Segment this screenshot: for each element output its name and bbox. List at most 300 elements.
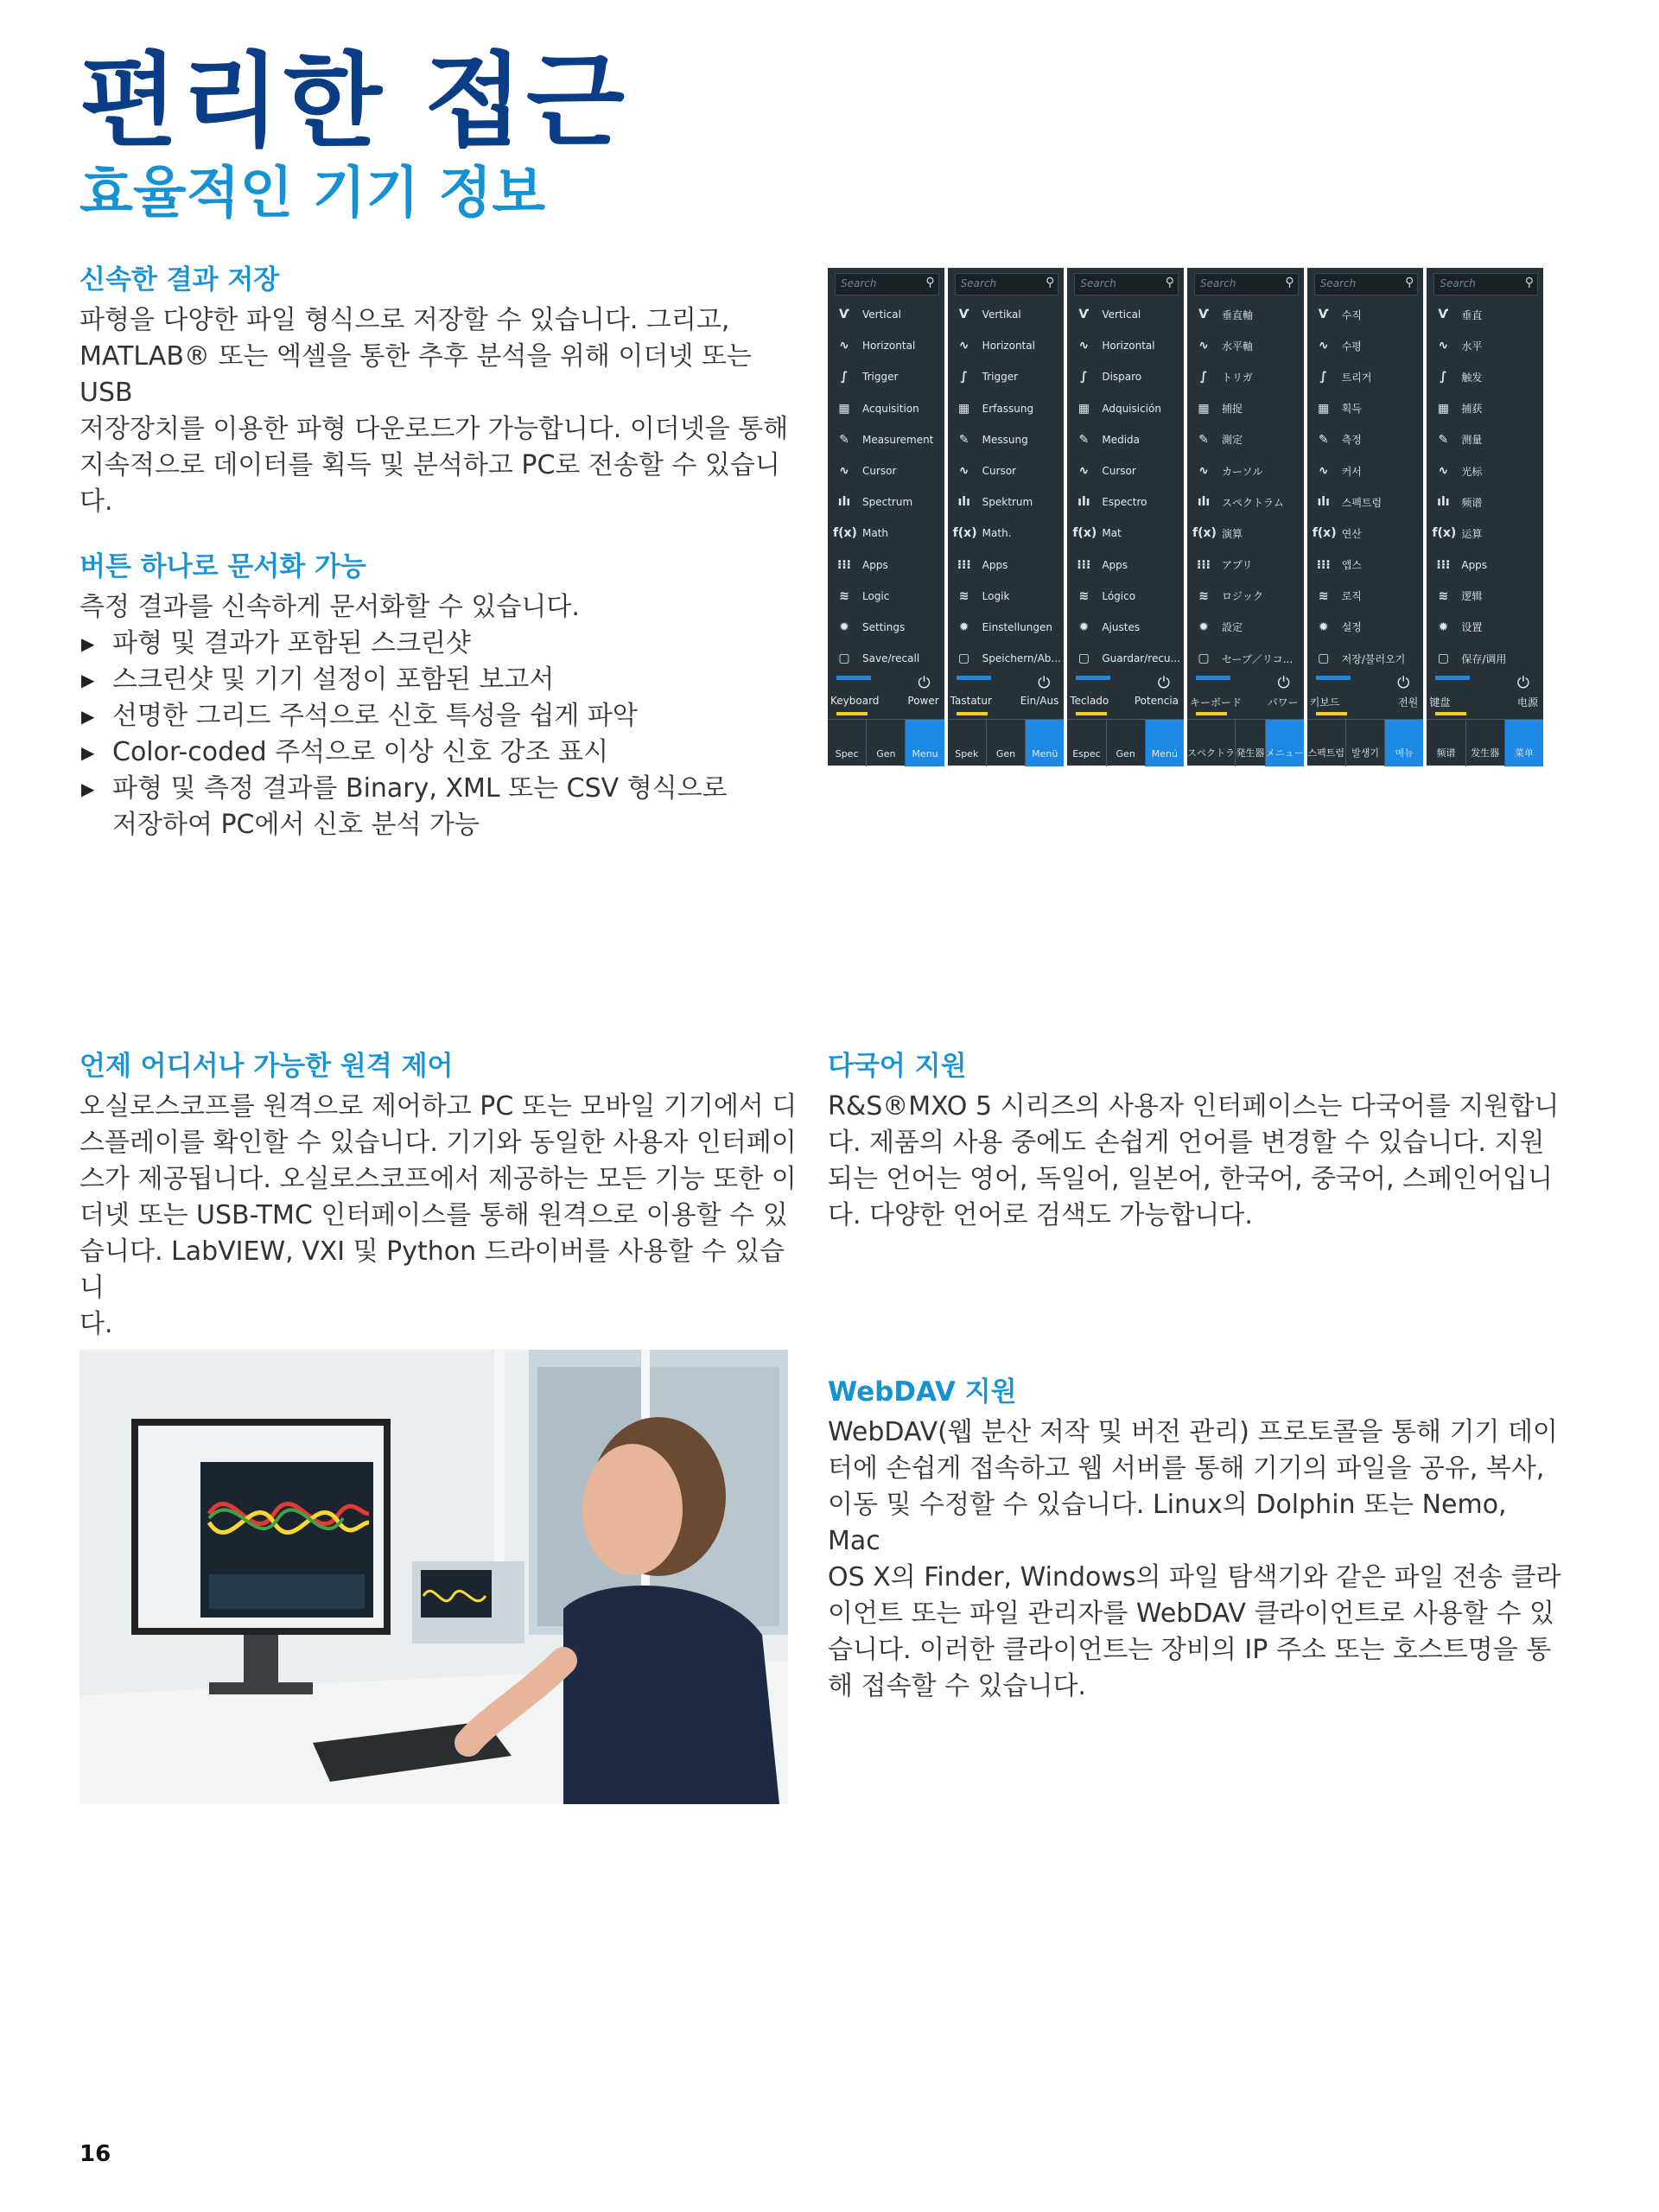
section-line: 저장장치를 이용한 파형 다운로드가 가능합니다. 이더넷을 통해	[79, 414, 789, 445]
menu-item[interactable]	[1187, 393, 1304, 424]
spectrum-button[interactable]: Spek	[948, 720, 987, 766]
menu-item-label: スペクトラム	[1222, 496, 1284, 509]
menu-item-icon: ≋	[1318, 588, 1329, 603]
menu-item[interactable]	[948, 330, 1065, 361]
section-line: 해 접속할 수 있습니다.	[828, 1671, 1086, 1702]
menu-item[interactable]	[1187, 612, 1304, 643]
menu-item-label: 로직	[1341, 590, 1362, 603]
menu-search-input[interactable]	[1433, 273, 1538, 296]
menu-panel	[1427, 268, 1543, 766]
menu-item-label: Medida	[1102, 433, 1141, 446]
menu-item-label: 설정	[1341, 621, 1362, 634]
section-line: 이언트 또는 파일 관리자를 WebDAV 클라이언트로 사용할 수 있	[828, 1599, 1554, 1630]
menu-item-icon: ∫	[1080, 370, 1088, 385]
menu-item-label: Apps	[982, 558, 1008, 571]
menu-item[interactable]	[1307, 486, 1424, 518]
menu-item[interactable]	[1427, 612, 1543, 643]
menu-item[interactable]	[948, 581, 1065, 612]
menu-search-placeholder: Search	[1440, 277, 1476, 289]
menu-item[interactable]	[1187, 299, 1304, 330]
menu-item-label: 수평	[1341, 340, 1362, 353]
menu-item[interactable]	[828, 486, 944, 518]
section-save	[79, 262, 805, 520]
generator-button[interactable]: Gen	[867, 720, 906, 766]
menu-item-icon: Ѵ	[958, 308, 969, 322]
section-line: R&S®MXO 5 시리즈의 사용자 인터페이스는 다국어를 지원합니	[828, 1091, 1560, 1122]
power-button[interactable]: パワー	[1267, 696, 1299, 709]
menu-item-label: 設定	[1222, 621, 1243, 634]
menu-item-icon: f(x)	[1192, 526, 1217, 541]
generator-button[interactable]: Gen	[987, 720, 1026, 766]
section-line: 스플레이를 확인할 수 있습니다. 기기와 동일한 사용자 인터페이	[79, 1128, 797, 1159]
section-line: 다.	[79, 1309, 113, 1340]
menu-item-icon: ⁝⁝⁝	[1077, 557, 1091, 572]
section-heading: 버튼 하나로 문서화 가능	[79, 551, 366, 582]
menu-item-label: Speichern/Ab...	[982, 652, 1061, 665]
menu-item-icon: ✎	[958, 432, 969, 447]
section-line: 파형을 다양한 파일 형식으로 저장할 수 있습니다. 그리고,	[79, 305, 730, 336]
menu-item[interactable]	[1307, 299, 1424, 330]
power-icon[interactable]: ⏻	[1038, 674, 1051, 692]
menu-item-icon: ∿	[958, 339, 969, 353]
menu-item-icon: ∿	[1198, 339, 1209, 353]
menu-item[interactable]	[1187, 424, 1304, 455]
menu-item-label: Adquisición	[1102, 402, 1161, 415]
menu-item-icon: ∫	[1440, 370, 1447, 385]
menu-item[interactable]	[948, 299, 1065, 330]
menu-item-icon: ≋	[1438, 588, 1449, 603]
menu-item-label: 捕捉	[1222, 403, 1243, 416]
menu-item-label: Erfassung	[982, 402, 1034, 415]
keyboard-button[interactable]: 键盘	[1429, 696, 1451, 709]
search-icon: ⚲	[1405, 276, 1414, 289]
section-line: WebDAV(웹 분산 저작 및 버전 관리) 프로토콜을 통해 기기 데이	[828, 1417, 1558, 1448]
menu-item-icon: ılı	[1437, 495, 1450, 510]
menu-item-label: Horizontal	[1102, 340, 1155, 353]
menu-item-icon: ∿	[958, 464, 969, 479]
menu-item[interactable]	[1067, 361, 1184, 392]
menu-panel	[1307, 268, 1424, 766]
section-heading: WebDAV 지원	[828, 1376, 1017, 1408]
menu-item-label: Trigger	[862, 371, 899, 384]
menu-item[interactable]	[1067, 393, 1184, 424]
menu-item[interactable]	[948, 643, 1065, 674]
menu-item-label: Measurement	[862, 433, 934, 446]
menu-item-label: 저장/불러오기	[1341, 652, 1406, 665]
menu-item[interactable]	[1307, 330, 1424, 361]
menu-item[interactable]	[1187, 550, 1304, 581]
menu-bottom-bar	[1067, 719, 1184, 766]
menu-item[interactable]	[1187, 486, 1304, 518]
menu-item-label: 光标	[1461, 465, 1483, 478]
section-line: 다. 제품의 사용 중에도 손쉽게 언어를 변경할 수 있습니다. 지원	[828, 1128, 1545, 1159]
menu-item-icon: ≋	[958, 588, 969, 603]
menu-item-label: 연산	[1341, 527, 1362, 540]
language-menu-panels	[828, 268, 1543, 766]
menu-item-label: アプリ	[1222, 559, 1253, 572]
menu-item[interactable]	[948, 424, 1065, 455]
active-indicator-bar	[1435, 712, 1466, 715]
menu-item-icon: ∿	[1198, 464, 1209, 479]
menu-item-icon: ▦	[1198, 401, 1210, 416]
menu-item[interactable]	[1427, 455, 1543, 486]
section-line: 되는 언어는 영어, 독일어, 일본어, 한국어, 중국어, 스페인어입니	[828, 1164, 1553, 1195]
menu-item-icon: Ѵ	[1198, 308, 1209, 322]
menu-item-icon: ∿	[1318, 464, 1329, 479]
keyboard-indicator-bar	[836, 676, 871, 680]
menu-item[interactable]	[828, 612, 944, 643]
keyboard-indicator-bar	[1076, 676, 1110, 680]
menu-item[interactable]	[1427, 643, 1543, 674]
menu-item-label: 水平軸	[1222, 340, 1254, 353]
menu-item-label: セーブ／リコ...	[1222, 652, 1294, 665]
generator-button[interactable]: 发生器	[1466, 720, 1505, 766]
menu-item[interactable]	[828, 550, 944, 581]
search-icon: ⚲	[1524, 276, 1535, 289]
menu-item[interactable]	[1307, 424, 1424, 455]
power-button[interactable]: 电源	[1517, 696, 1539, 709]
menu-item-label: Cursor	[1102, 465, 1136, 478]
menu-item[interactable]	[828, 361, 944, 392]
menu-item-label: Apps	[862, 558, 888, 571]
section-multilanguage	[828, 1048, 1562, 1234]
menu-item-icon: ∿	[1078, 464, 1090, 479]
menu-item[interactable]	[1067, 550, 1184, 581]
menu-search-placeholder: Search	[1319, 277, 1357, 289]
menu-item-icon: ılı	[957, 495, 970, 510]
menu-item-icon: ▦	[958, 401, 970, 416]
menu-item[interactable]	[1067, 581, 1184, 612]
menu-item-label: 측정	[1341, 434, 1362, 447]
menu-item[interactable]	[1307, 455, 1424, 486]
bullet-item: ▶ 파형 및 결과가 포함된 스크린샷	[79, 626, 805, 662]
menu-item-label: Espectro	[1102, 496, 1147, 509]
menu-item-label: Logik	[982, 589, 1010, 602]
menu-item-label: Apps	[1102, 558, 1128, 571]
section-heading: 신속한 결과 저장	[79, 264, 280, 296]
menu-item[interactable]	[1187, 455, 1304, 486]
menu-item[interactable]	[828, 393, 944, 424]
menu-item-icon: f(x)	[1432, 526, 1457, 541]
menu-item-label: 커서	[1341, 465, 1362, 478]
menu-item[interactable]	[1067, 518, 1184, 549]
menu-item[interactable]	[828, 518, 944, 549]
section-documentation	[79, 549, 805, 843]
page-number: 16	[79, 2141, 111, 2167]
menu-item-icon: ✎	[1438, 432, 1449, 447]
menu-item-icon: Ѵ	[1438, 308, 1449, 322]
menu-item-icon: ≋	[1078, 588, 1090, 603]
menu-item[interactable]	[1067, 486, 1184, 518]
spectrum-button[interactable]: 频谱	[1427, 720, 1465, 766]
menu-item-icon: Ѵ	[1078, 308, 1090, 322]
menu-item-label: 測定	[1222, 434, 1243, 447]
menu-item[interactable]	[948, 455, 1065, 486]
generator-button[interactable]: 발생기	[1346, 720, 1385, 766]
menu-search-input[interactable]	[1194, 273, 1299, 296]
menu-bottom-bar	[828, 719, 944, 766]
menu-item-label: Horizontal	[982, 340, 1035, 353]
menu-item[interactable]	[828, 424, 944, 455]
menu-panel	[1067, 268, 1184, 766]
menu-item-label: 频谱	[1461, 496, 1483, 509]
section-line: 스가 제공됩니다. 오실로스코프에서 제공하는 모든 기능 또한 이	[79, 1164, 797, 1195]
menu-search-placeholder: Search	[960, 277, 997, 289]
menu-item-icon: ▢	[838, 652, 850, 666]
menu-item[interactable]	[1067, 612, 1184, 643]
section-line: 이동 및 수정할 수 있습니다. Linux의 Dolphin 또는 Nemo, Mac	[828, 1490, 1507, 1557]
menu-item-label: Save/recall	[862, 652, 920, 665]
menu-item[interactable]	[828, 455, 944, 486]
menu-item-icon: ∿	[839, 464, 849, 479]
menu-item-label: Acquisition	[862, 402, 919, 415]
menu-item-icon: ▦	[838, 401, 850, 416]
menu-item-label: Math	[862, 527, 889, 540]
keyboard-button[interactable]: Keyboard	[830, 695, 880, 707]
menu-button[interactable]: 메뉴	[1385, 720, 1423, 766]
menu-search-input[interactable]	[955, 273, 1059, 296]
menu-item-icon: ✹	[1078, 620, 1090, 634]
section-line: 지속적으로 데이터를 획득 및 분석하고 PC로 전송할 수 있습니	[79, 450, 780, 481]
section-intro: 측정 결과를 신속하게 문서화할 수 있습니다.	[79, 592, 580, 623]
menu-item-icon: ılı	[1317, 495, 1330, 510]
menu-item-icon: ✹	[1318, 620, 1329, 634]
menu-item-icon: ▦	[1318, 401, 1330, 416]
menu-item[interactable]	[1067, 455, 1184, 486]
keyboard-button[interactable]: 키보드	[1309, 696, 1340, 709]
menu-item-icon: ✎	[1198, 432, 1209, 447]
spectrum-button[interactable]: Spec	[828, 720, 867, 766]
bullet-item: ▶ 파형 및 측정 결과를 Binary, XML 또는 CSV 형식으로	[79, 771, 805, 807]
power-button[interactable]: Potencia	[1134, 695, 1179, 707]
menu-item-label: Vertical	[862, 308, 901, 321]
menu-item-label: 획득	[1341, 403, 1362, 416]
menu-item[interactable]	[1427, 424, 1543, 455]
menu-item[interactable]	[1307, 643, 1424, 674]
menu-item-label: Guardar/recu...	[1102, 652, 1180, 665]
menu-item[interactable]	[1427, 581, 1543, 612]
menu-item[interactable]	[828, 643, 944, 674]
section-webdav	[828, 1374, 1562, 1705]
section-line: 습니다. 이러한 클라이언트는 장비의 IP 주소 또는 호스트명을 통	[828, 1635, 1552, 1666]
menu-item-label: Vertical	[1102, 308, 1141, 321]
search-icon: ⚲	[1285, 276, 1294, 289]
menu-item[interactable]	[948, 518, 1065, 549]
menu-item-label: Ajustes	[1102, 620, 1141, 633]
menu-item[interactable]	[948, 612, 1065, 643]
menu-item-icon: ✎	[839, 432, 849, 447]
menu-search-placeholder: Search	[841, 277, 877, 289]
menu-item[interactable]	[1307, 612, 1424, 643]
page-title: 편리한 접근	[79, 41, 629, 161]
section-line: MATLAB® 또는 엑셀을 통한 추후 분석을 위해 이더넷 또는 USB	[79, 341, 752, 409]
menu-search-input[interactable]	[835, 273, 939, 296]
menu-item[interactable]	[1067, 299, 1184, 330]
menu-item-icon: ∫	[840, 370, 849, 385]
menu-item-icon: ▢	[1198, 652, 1210, 666]
menu-item[interactable]	[1307, 550, 1424, 581]
menu-item-icon: ılı	[837, 495, 851, 510]
menu-item-icon: ✹	[1198, 620, 1209, 634]
menu-item-label: Lógico	[1102, 589, 1136, 602]
section-remote	[79, 1048, 805, 1343]
section-line: 다. 다양한 언어로 검색도 가능합니다.	[828, 1200, 1253, 1231]
menu-item-icon: ▢	[1318, 652, 1330, 666]
menu-item-icon: ✎	[1078, 432, 1090, 447]
menu-item[interactable]	[948, 393, 1065, 424]
menu-item-label: ロジック	[1222, 590, 1264, 603]
menu-item-icon: ∿	[1438, 339, 1449, 353]
menu-button[interactable]: Menu	[906, 720, 944, 766]
power-icon[interactable]: ⏻	[1516, 674, 1530, 692]
menu-button[interactable]: Menú	[1146, 720, 1184, 766]
menu-item-icon: ≋	[839, 588, 849, 603]
power-icon[interactable]: ⏻	[1157, 674, 1171, 692]
menu-item-label: Logic	[862, 589, 890, 602]
power-button[interactable]: Ein/Aus	[1020, 695, 1059, 707]
keyboard-indicator-bar	[1196, 676, 1230, 680]
menu-item-label: Spectrum	[862, 496, 913, 509]
menu-item-label: Messung	[982, 433, 1028, 446]
search-icon: ⚲	[925, 276, 935, 289]
bullet-item: ▶ Color-coded 주석으로 이상 신호 강조 표시	[79, 734, 805, 771]
menu-item-label: Disparo	[1102, 371, 1142, 384]
menu-item-label: 触发	[1461, 371, 1483, 384]
power-button[interactable]: Power	[907, 695, 939, 707]
bullet-item: ▶ 스크린샷 및 기기 설정이 포함된 보고서	[79, 662, 805, 698]
menu-item-icon: ∿	[1318, 339, 1329, 353]
menu-item[interactable]	[1187, 581, 1304, 612]
active-indicator-bar	[1196, 712, 1227, 715]
menu-item-label: 수직	[1341, 308, 1362, 321]
section-line: 더넷 또는 USB-TMC 인터페이스를 통해 원격으로 이용할 수 있	[79, 1200, 788, 1231]
menu-item[interactable]	[1307, 518, 1424, 549]
menu-item-label: 设置	[1461, 621, 1483, 634]
menu-item-icon: ∫	[1319, 370, 1327, 385]
menu-item-label: 垂直軸	[1222, 308, 1254, 321]
generator-button[interactable]: 発生器	[1236, 720, 1266, 766]
menu-item-icon: ⁝⁝⁝	[957, 557, 971, 572]
menu-item[interactable]	[1067, 643, 1184, 674]
bullet-list	[79, 626, 805, 807]
menu-panel	[948, 268, 1065, 766]
menu-item[interactable]	[1067, 424, 1184, 455]
power-icon[interactable]: ⏻	[918, 674, 931, 692]
menu-item-icon: Ѵ	[839, 308, 849, 322]
menu-search-input[interactable]	[1314, 273, 1419, 296]
menu-item-icon: f(x)	[1312, 526, 1337, 541]
menu-item-icon: ∿	[839, 339, 849, 353]
bullet-continuation: 저장하여 PC에서 신호 분석 가능	[112, 810, 480, 841]
menu-item[interactable]	[1427, 299, 1543, 330]
menu-panel	[828, 268, 944, 766]
menu-item-icon: ▦	[1077, 401, 1090, 416]
active-indicator-bar	[1076, 712, 1107, 715]
power-button[interactable]: 전원	[1398, 696, 1419, 709]
keyboard-button[interactable]: キーボード	[1190, 696, 1243, 709]
bullet-item: ▶ 선명한 그리드 주석으로 신호 특성을 쉽게 파악	[79, 698, 805, 734]
menu-item[interactable]	[1187, 361, 1304, 392]
menu-item-icon: f(x)	[833, 526, 857, 541]
keyboard-button[interactable]: Tastatur	[950, 695, 992, 707]
section-heading: 다국어 지원	[828, 1051, 967, 1082]
power-icon[interactable]: ⏻	[1397, 674, 1410, 692]
menu-item[interactable]	[948, 486, 1065, 518]
menu-item-label: トリガ	[1222, 371, 1253, 384]
menu-item-label: 스펙트럼	[1341, 496, 1382, 509]
menu-item-label: Spektrum	[982, 496, 1033, 509]
menu-item-label: Horizontal	[862, 340, 916, 353]
menu-item-label: 演算	[1222, 527, 1243, 540]
menu-item-icon: ∿	[1438, 464, 1449, 479]
menu-item-icon: f(x)	[952, 526, 977, 541]
menu-button[interactable]: 菜单	[1505, 720, 1543, 766]
menu-bottom-bar	[1187, 719, 1304, 766]
spectrum-button[interactable]: Espec	[1067, 720, 1106, 766]
section-line: 오실로스코프를 원격으로 제어하고 PC 또는 모바일 기기에서 디	[79, 1091, 798, 1122]
menu-item-label: 运算	[1461, 527, 1483, 540]
menu-item[interactable]	[1067, 330, 1184, 361]
menu-item[interactable]	[828, 330, 944, 361]
menu-item-icon: ∿	[1078, 339, 1090, 353]
menu-item-label: 앱스	[1341, 559, 1362, 572]
menu-item-icon: ▦	[1437, 401, 1449, 416]
menu-item-label: Math.	[982, 527, 1012, 540]
generator-button[interactable]: Gen	[1107, 720, 1146, 766]
menu-item[interactable]	[1307, 581, 1424, 612]
menu-item[interactable]	[1427, 361, 1543, 392]
menu-item[interactable]	[1187, 643, 1304, 674]
menu-item[interactable]	[1427, 518, 1543, 549]
menu-button[interactable]: Menü	[1026, 720, 1064, 766]
menu-item[interactable]	[1427, 486, 1543, 518]
section-heading: 언제 어디서나 가능한 원격 제어	[79, 1051, 454, 1082]
menu-item-icon: ✹	[958, 620, 969, 634]
search-icon: ⚲	[1165, 276, 1175, 289]
menu-item-icon: ▢	[1077, 652, 1090, 666]
menu-item-label: Settings	[862, 620, 906, 633]
menu-item[interactable]	[1427, 330, 1543, 361]
menu-panel	[1187, 268, 1304, 766]
power-icon[interactable]: ⏻	[1277, 674, 1290, 692]
menu-item[interactable]	[828, 299, 944, 330]
menu-button[interactable]: メニュー	[1266, 720, 1304, 766]
menu-item-icon: ▢	[1437, 652, 1449, 666]
menu-item-label: カーソル	[1222, 465, 1263, 478]
menu-item[interactable]	[948, 550, 1065, 581]
menu-search-input[interactable]	[1074, 273, 1179, 296]
menu-item-icon: f(x)	[1072, 526, 1097, 541]
menu-bottom-bar	[1427, 719, 1543, 766]
menu-item[interactable]	[1187, 330, 1304, 361]
page-subtitle: 효율적인 기기 정보	[79, 162, 546, 226]
menu-item-icon: ✹	[1438, 620, 1449, 634]
menu-item[interactable]	[1427, 550, 1543, 581]
spectrum-button[interactable]: 스펙트럼	[1307, 720, 1346, 766]
menu-item[interactable]	[948, 361, 1065, 392]
search-icon: ⚲	[1046, 276, 1055, 289]
menu-item[interactable]	[828, 581, 944, 612]
keyboard-button[interactable]: Teclado	[1070, 695, 1109, 707]
spectrum-button[interactable]: スペクトラ	[1187, 720, 1236, 766]
menu-item-icon: ▢	[958, 652, 970, 666]
menu-item[interactable]	[1307, 393, 1424, 424]
section-line: 습니다. LabVIEW, VXI 및 Python 드라이버를 사용할 수 있습니	[79, 1236, 785, 1304]
menu-item[interactable]	[1307, 361, 1424, 392]
menu-item[interactable]	[1427, 393, 1543, 424]
menu-item[interactable]	[1187, 518, 1304, 549]
section-line: OS X의 Finder, Windows의 파일 탐색기와 같은 파일 전송 클라	[828, 1562, 1561, 1593]
